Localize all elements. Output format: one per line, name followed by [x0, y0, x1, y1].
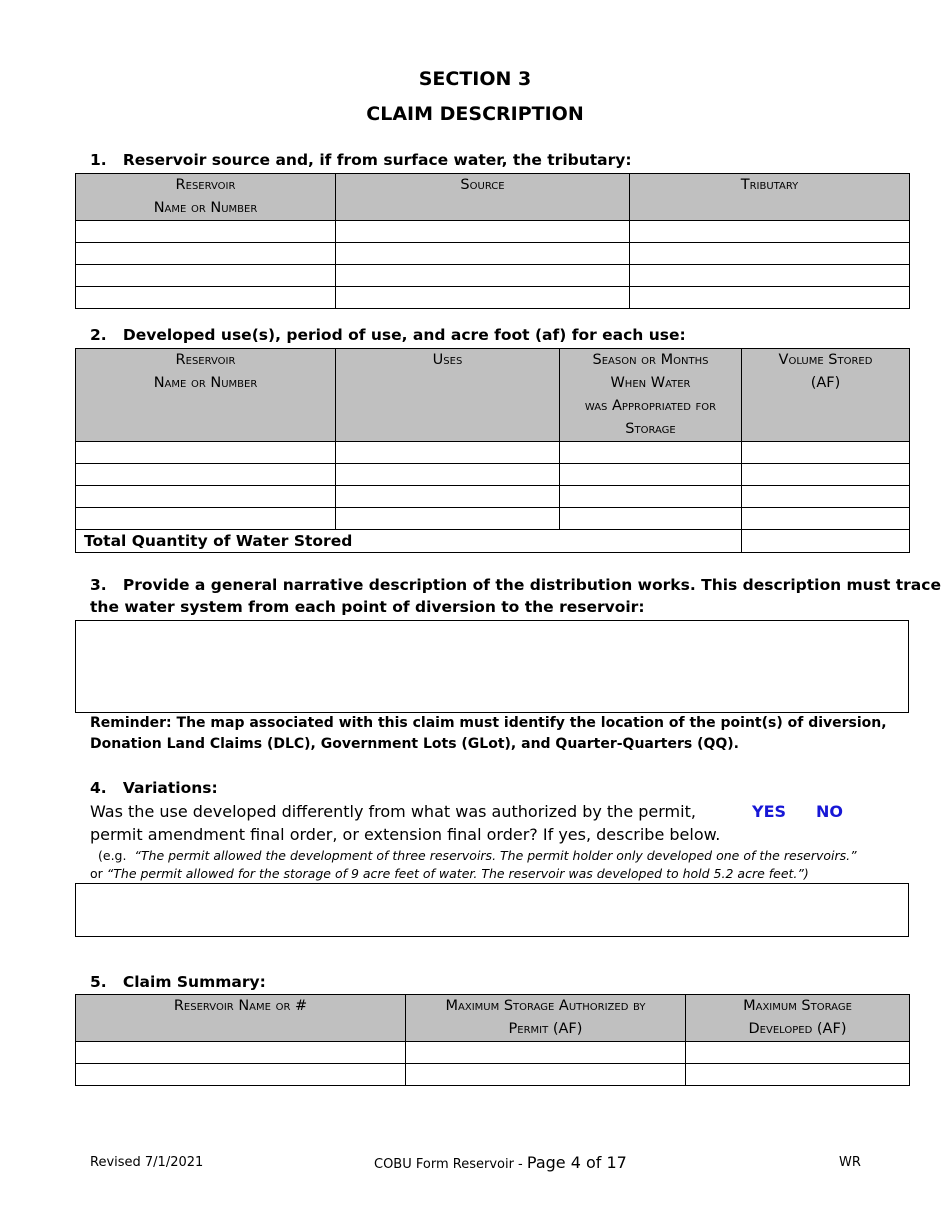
col-uses: Uses	[336, 349, 560, 442]
col-source: Source	[336, 174, 630, 221]
col-volume-stored: Volume Stored (AF)	[742, 349, 910, 442]
example-prefix: (e.g.	[98, 848, 127, 863]
reminder-line1: Reminder: The map associated with this claim must identify the location of the point(s) of diversion,	[90, 715, 887, 731]
example-line1	[98, 848, 857, 863]
variation-question-line2: permit amendment final order, or extension final order? If yes, describe below.	[90, 825, 721, 844]
page-title: CLAIM DESCRIPTION	[366, 103, 584, 125]
example-text-2: “The permit allowed for the storage of 9 acre feet of water. The reservoir was developed to hold 5.2 acre feet.”)	[106, 866, 809, 881]
table-row[interactable]	[76, 486, 910, 508]
col-season-months: Season or Months When Water was Appropriated for Storage	[560, 349, 742, 442]
col-reservoir-name: Reservoir Name or #	[76, 995, 406, 1042]
q2-title: 2. Developed use(s), period of use, and acre foot (af) for each use:	[90, 326, 686, 344]
table-row[interactable]	[76, 508, 910, 530]
yes-option[interactable]: YES	[752, 802, 787, 821]
col-max-storage-authorized: Maximum Storage Authorized by Permit (AF)	[406, 995, 686, 1042]
q4-title: 4. Variations:	[90, 779, 218, 797]
table-row[interactable]	[76, 265, 910, 287]
q3-title-line2: the water system from each point of diversion to the reservoir:	[90, 598, 645, 616]
table-row[interactable]	[76, 1064, 910, 1086]
page-number: Page 4 of 17	[526, 1153, 627, 1172]
section-label: SECTION 3	[418, 68, 532, 90]
table-row[interactable]	[76, 243, 910, 265]
table-row[interactable]	[76, 221, 910, 243]
no-option[interactable]: NO	[816, 802, 843, 821]
reminder-line2: Donation Land Claims (DLC), Government Lots (GLot), and Quarter-Quarters (QQ).	[90, 736, 739, 752]
total-label: Total Quantity of Water Stored	[76, 530, 742, 553]
footer-code: WR	[839, 1155, 861, 1170]
footer-form-name: COBU Form Reservoir -	[374, 1157, 527, 1172]
example-line2	[90, 866, 809, 881]
table-row[interactable]	[76, 442, 910, 464]
variation-question-line1: Was the use developed differently from what was authorized by the permit,	[90, 802, 696, 821]
q3-title-line1: 3. Provide a general narrative description of the distribution works. This description must trace	[90, 576, 941, 594]
footer-revised: Revised 7/1/2021	[90, 1155, 204, 1170]
col-reservoir-name: Reservoir Name or Number	[76, 349, 336, 442]
claim-summary-table	[75, 994, 910, 1086]
example-or: or	[90, 866, 103, 881]
table-row[interactable]	[76, 1042, 910, 1064]
developed-uses-table	[75, 348, 910, 553]
table-row[interactable]	[76, 287, 910, 309]
total-row	[76, 530, 910, 553]
variation-description-field[interactable]	[75, 883, 909, 937]
col-max-storage-developed: Maximum Storage Developed (AF)	[686, 995, 910, 1042]
footer-form	[374, 1153, 627, 1172]
total-value-field[interactable]	[742, 530, 910, 553]
col-reservoir-name: Reservoir Name or Number	[76, 174, 336, 221]
example-text-1: “The permit allowed the development of three reservoirs. The permit holder only developed one of the reservoirs.”	[134, 848, 857, 863]
reservoir-source-table	[75, 173, 910, 309]
col-tributary: Tributary	[630, 174, 910, 221]
q1-title: 1. Reservoir source and, if from surface water, the tributary:	[90, 151, 632, 169]
q5-title: 5. Claim Summary:	[90, 973, 266, 991]
distribution-narrative-field[interactable]	[75, 620, 909, 713]
table-row[interactable]	[76, 464, 910, 486]
